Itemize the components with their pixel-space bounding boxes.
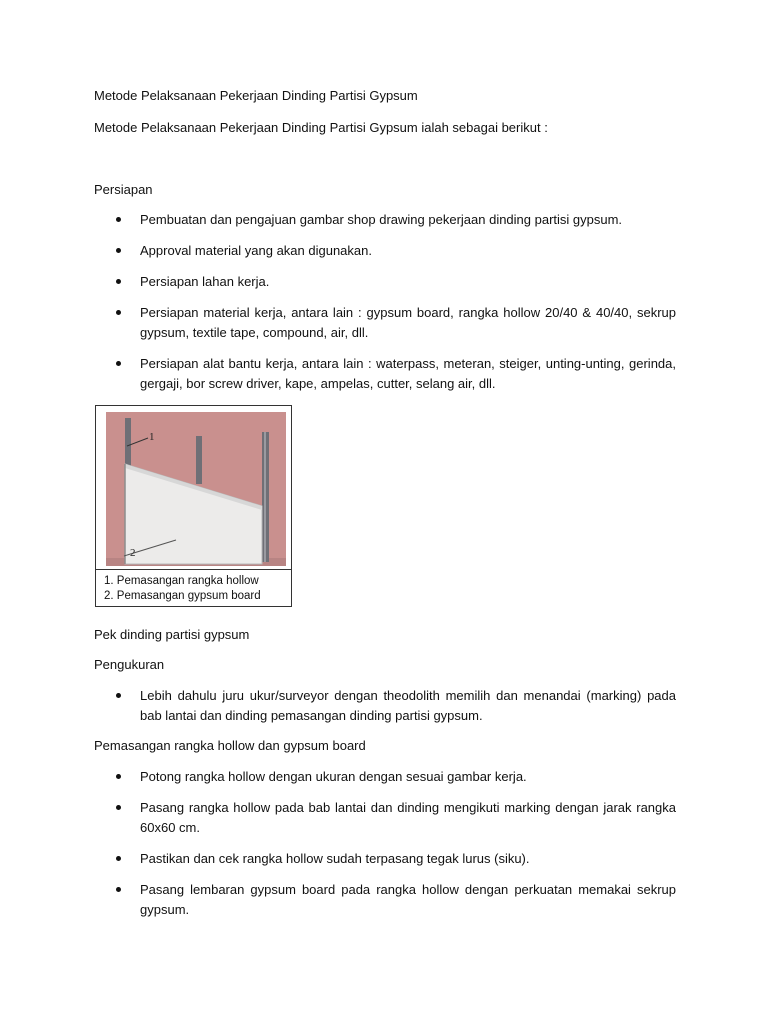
bullet-icon [116,856,121,861]
list-item: Approval material yang akan digunakan. [94,241,676,261]
list-item: Persiapan material kerja, antara lain : gypsum board, rangka hollow 20/40 & 40/40, sekrup gypsum, textile tape, compound, air, dll. [94,303,676,343]
hollow-stud [125,418,131,470]
list-item: Pembuatan dan pengajuan gambar shop drawing pekerjaan dinding partisi gypsum. [94,210,676,230]
bullet-icon [116,248,121,253]
list-item: Persiapan lahan kerja. [94,272,676,292]
document-title: Metode Pelaksanaan Pekerjaan Dinding Partisi Gypsum [94,88,418,103]
bullet-icon [116,693,121,698]
heading-pemasangan: Pemasangan rangka hollow dan gypsum board [94,738,366,753]
partition-illustration [96,406,291,569]
pengukuran-list [94,686,676,726]
callout-1-label: 1 [149,431,155,443]
list-item: Persiapan alat bantu kerja, antara lain : waterpass, meteran, steiger, unting-unting, gerinda, gergaji, bor screw driver, kape, ampelas, cutter, selang air, dll. [94,354,676,394]
list-item: Potong rangka hollow dengan ukuran dengan sesuai gambar kerja. [94,767,676,787]
heading-persiapan: Persiapan [94,182,153,197]
partition-figure [95,405,292,607]
heading-pengukuran: Pengukuran [94,657,165,672]
bullet-icon [116,217,121,222]
bullet-icon [116,887,121,892]
bullet-icon [116,805,121,810]
figure-caption: Pek dinding partisi gypsum [94,627,250,642]
bullet-icon [116,361,121,366]
list-item: Lebih dahulu juru ukur/surveyor dengan theodolith memilih dan menandai (marking) pada bab lantai dan dinding pemasangan dinding partisi gypsum. [94,686,676,726]
pemasangan-list [94,767,676,920]
legend-item: 1. Pemasangan rangka hollow [104,575,259,587]
bullet-icon [116,774,121,779]
list-item: Pasang lembaran gypsum board pada rangka hollow dengan perkuatan memakai sekrup gypsum. [94,880,676,920]
callout-2-label: 2 [130,547,136,559]
list-item: Pastikan dan cek rangka hollow sudah terpasang tegak lurus (siku). [94,849,676,869]
intro-text: Metode Pelaksanaan Pekerjaan Dinding Partisi Gypsum ialah sebagai berikut : [94,120,548,135]
legend-item: 2. Pemasangan gypsum board [104,590,261,602]
bullet-icon [116,279,121,284]
hollow-stud [196,436,202,484]
persiapan-list [94,210,676,394]
bullet-icon [116,310,121,315]
figure-legend [96,569,291,606]
list-item: Pasang rangka hollow pada bab lantai dan dinding mengikuti marking dengan jarak rangka 60x60 cm. [94,798,676,838]
